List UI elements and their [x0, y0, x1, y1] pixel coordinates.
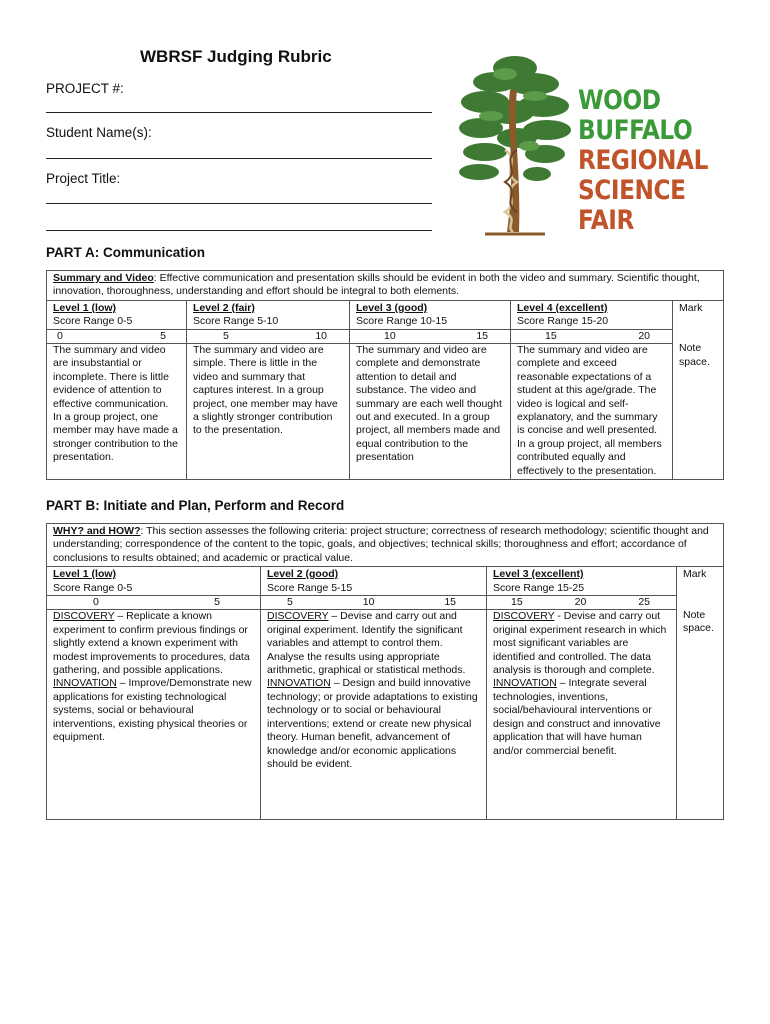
project-number-line[interactable] — [46, 112, 432, 113]
level-description: The summary and video are complete and demonstrate attention to detail and substance. The video and summary are each well thought out and executed. In a group project, all members made and equal contribution to the presentation — [350, 343, 510, 465]
score-15: 15 — [444, 596, 456, 609]
score-max: 5 — [214, 596, 220, 609]
part-a-level-3 — [350, 300, 511, 479]
part-b-level-1 — [47, 567, 261, 820]
score-min: 10 — [384, 329, 396, 342]
discovery-label: DISCOVERY — [267, 610, 329, 623]
part-b-heading: PART B: Initiate and Plan, Perform and Record — [46, 498, 345, 513]
part-a-mark-cell[interactable] — [673, 300, 724, 479]
part-b-mark-cell[interactable] — [677, 567, 724, 820]
discovery-label: DISCOVERY — [53, 610, 115, 623]
innovation-text: – Design and build innovative technology; or provide adaptations to existing technology or to social or behavioural interventions; extend or create new physical theory. Human benefit, advancement of knowledge and/or economic applications should be evident. — [267, 677, 478, 770]
score-5: 5 — [287, 596, 293, 609]
innovation-text: – Improve/Demonstrate new applications for existing technological systems, social or behavioural interventions, existing physical theories or equipment. — [53, 677, 252, 744]
level-description: The summary and video are insubstantial or incomplete. There is little evidence of attention to effective communication. In a group project, one member may have made a stronger contribution to the presentation. — [47, 343, 186, 465]
score-range: Score Range 0-5 — [53, 581, 133, 594]
score-range: Score Range 10-15 — [356, 315, 448, 328]
part-b-table — [46, 523, 724, 820]
part-a-heading: PART A: Communication — [46, 245, 205, 260]
logo-line-wood: WOOD — [578, 85, 661, 116]
part-b-level-2 — [261, 567, 487, 820]
score-10: 10 — [362, 596, 375, 609]
part-a-intro-text: : Effective communication and presentation skills should be evident in both the video and summary. Scientific thought, innovation, thoroughness, understanding and effort should be integral to both elements. — [53, 272, 700, 298]
mark-note: Note space. — [683, 608, 714, 635]
score-15: 15 — [511, 596, 523, 609]
part-a-level-2 — [187, 300, 350, 479]
score-max: 15 — [476, 329, 488, 342]
logo-line-regional: REGIONAL — [578, 145, 708, 176]
logo-line-buffalo: BUFFALO — [578, 115, 693, 146]
part-a-level-1 — [47, 300, 187, 479]
score-max: 20 — [638, 329, 650, 342]
level-title: Level 2 (good) — [267, 568, 339, 581]
project-title-line-1[interactable] — [46, 203, 432, 204]
student-names-label: Student Name(s): — [46, 125, 152, 140]
part-a-intro — [47, 271, 724, 301]
level-title: Level 3 (excellent) — [493, 568, 584, 581]
part-b-intro-bold: WHY? and HOW? — [53, 525, 141, 537]
part-b-intro — [47, 524, 724, 567]
logo-wordmark — [578, 86, 729, 236]
score-range: Score Range 15-20 — [517, 315, 609, 328]
discovery-text: – Devise and carry out and original experiment. Identify the significant variables and attempt to control them. Analyse the results using appropriate arithmetic, graphical or statistical methods. — [267, 610, 466, 677]
project-title-line-2[interactable] — [46, 230, 432, 231]
score-range: Score Range 5-15 — [267, 581, 353, 594]
level-title: Level 1 (low) — [53, 568, 117, 581]
discovery-text: - Devise and carry out original experiment research in which most significant variables are identified and controlled. The data analysis is thorough and complete. — [493, 610, 667, 677]
level-description: The summary and video are complete and exceed reasonable expectations of a student at this age/grade. The video is logical and self-explanatory, and the summary is concise and well presented. In a group project, all members contributed equally and effectively to the presentation. — [511, 343, 672, 478]
score-min: 15 — [545, 329, 557, 342]
mark-label: Mark — [679, 301, 703, 314]
mark-label: Mark — [683, 568, 707, 581]
part-b-level-3 — [487, 567, 677, 820]
innovation-label: INNOVATION — [267, 677, 331, 690]
project-number-label: PROJECT #: — [46, 81, 124, 96]
level-title: Level 4 (excellent) — [517, 301, 608, 314]
innovation-label: INNOVATION — [493, 677, 557, 690]
level-title: Level 3 (good) — [356, 301, 428, 314]
level-title: Level 1 (low) — [53, 301, 117, 314]
score-min: 0 — [93, 596, 99, 609]
score-25: 25 — [638, 596, 650, 609]
student-names-line[interactable] — [46, 158, 432, 159]
innovation-text: – Integrate several technologies, inventions, social/behavioural interventions or design and construct and innovative application that will have human and/or commercial benefit. — [493, 677, 661, 757]
logo-line-science: SCIENCE — [578, 175, 686, 206]
score-range: Score Range 0-5 — [53, 315, 133, 328]
part-a-intro-bold: Summary and Video — [53, 272, 154, 284]
score-max: 10 — [315, 329, 327, 342]
page-title: WBRSF Judging Rubric — [140, 47, 332, 66]
discovery-label: DISCOVERY — [493, 610, 555, 623]
part-b-intro-text: : This section assesses the following criteria: project structure; correctness of research methodology; scientific thought and understanding; correspondence of the content to the topic, goals, and objectives; technical skills; thoroughness and effort; accordance of conclusions to results obtained; and academic or practical value. — [53, 525, 709, 564]
logo-line-fair: FAIR — [578, 205, 634, 236]
level-title: Level 2 (fair) — [193, 301, 255, 314]
discovery-text: – Replicate a known experiment to confirm previous findings or slightly extend a known experiment with modest improvements to procedures, data gathering, and possible applications. — [53, 610, 250, 677]
score-range: Score Range 15-25 — [493, 581, 585, 594]
score-20: 20 — [574, 596, 587, 609]
part-a-table — [46, 270, 724, 480]
score-min: 5 — [223, 329, 229, 342]
innovation-label: INNOVATION — [53, 677, 117, 690]
project-title-label: Project Title: — [46, 171, 121, 186]
mark-note: Note space. — [679, 342, 710, 368]
level-description: The summary and video are simple. There is little in the video and summary that captures interest. In a group project, one member may have a slightly stronger contribution to the presentation. — [187, 343, 349, 438]
score-range: Score Range 5-10 — [193, 315, 279, 328]
score-max: 5 — [160, 329, 166, 342]
part-a-level-4 — [511, 300, 673, 479]
score-min: 0 — [57, 329, 63, 342]
